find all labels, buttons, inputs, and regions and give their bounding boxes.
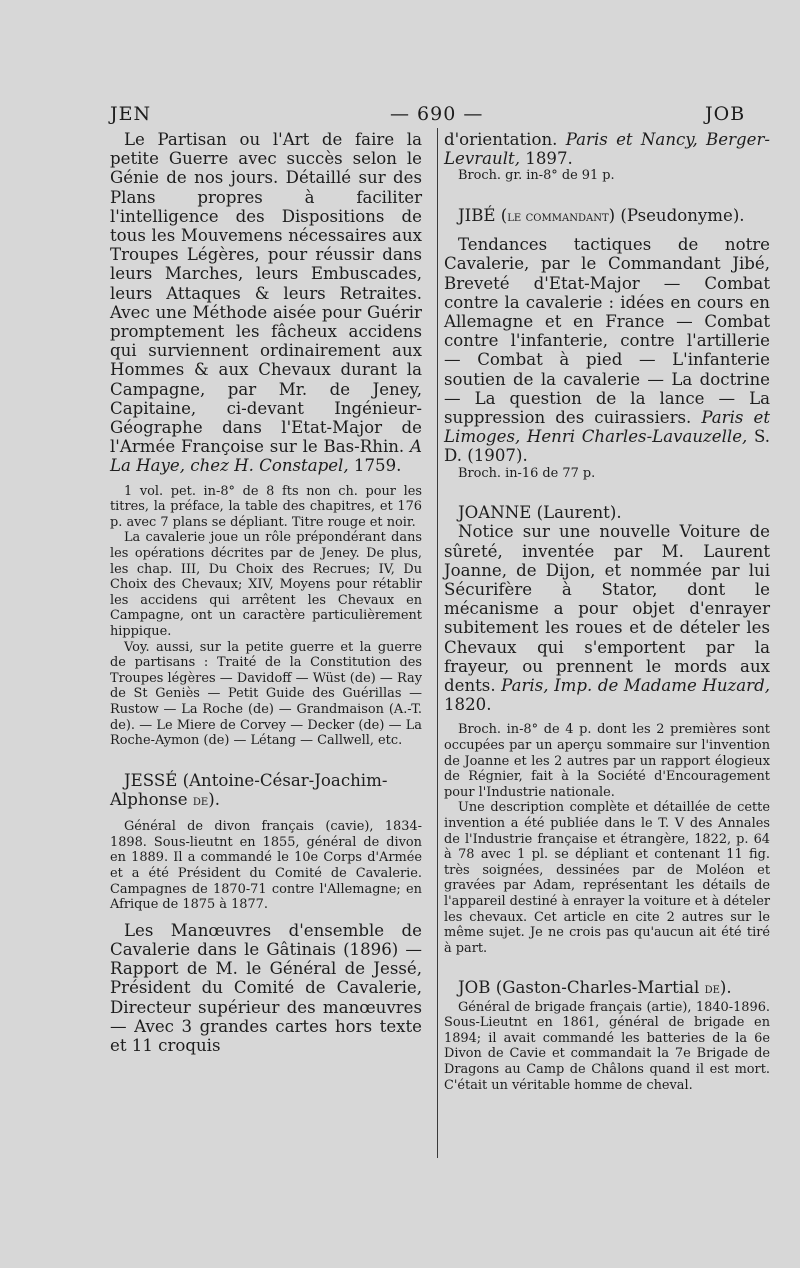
author-heading-joanne: JOANNE (Laurent). xyxy=(458,503,622,523)
author-bio-job: Général de brigade français (artie), 1840-1896. Sous-Lieutnt en 1861, général de brigade en 1894; il avait commandé les batteries de la 6e Divon de Cavie et commandait la 7e Brigade de Dragons au Camp de Châlons quand il est mort. C'était un véritable homme de cheval. xyxy=(444,999,770,1093)
entry-partisan-title: Le Partisan ou l'Art de faire la petite Guerre avec succès selon le Génie de nos jours. Détaillé sur des Plans propres à faciliter l'intelligence des Dispositions de tous les Mouvemens nécessaires aux Troupes Légères, pour réussir dans leurs Marches, leurs Embuscades, leurs Attaques & leurs Retraites. Avec une Méthode aisée pour Guérir promptement les fâcheux accidens qui surviennent ordinairement aux Hommes & aux Chevaux durant la Campagne, par Mr. de Jeney, Capitaine, ci-devant Ingénieur-Géographe dans l'Etat-Major de l'Armée Françoise sur le Bas-Rhin. A La Haye, chez H. Constapel, 1759. xyxy=(110,130,422,476)
header-right: JOB xyxy=(705,103,746,125)
entry-manoeuvres-title: Les Manœuvres d'ensemble de Cavalerie dans le Gâtinais (1896) — Rapport de M. le Général de Jessé, Président du Comité de Cavalerie, Directeur supérieur des manœuvres — Avec 3 grandes cartes hors texte et 11 croquis xyxy=(110,920,422,1055)
author-heading-jibe: JIBÉ (le commandant) (Pseudonyme). xyxy=(458,206,745,225)
entry-continuation-description: Broch. gr. in-8° de 91 p. xyxy=(458,168,615,184)
entry-notice-note: Une description complète et détaillée de cette invention a été publiée dans le T. V des Annales de l'Industrie française et étrangère, 1822, p. 64 à 78 avec 1 pl. se dépliant et contenant 11 fig. très soignées, dessinées par de Moléon et gravées par Adam, représentant les détails de l'appareil destiné à enrayer la voiture et à dételer les chevaux. Cet article en cite 2 autres sur le même sujet. Je ne crois pas qu'aucun ait été tiré à part. xyxy=(444,800,770,956)
entry-continuation: d'orientation. Paris et Nancy, Berger-Levrault, 1897. xyxy=(444,130,770,169)
page-number: — 690 — xyxy=(390,103,484,125)
right-column xyxy=(444,130,770,1093)
author-heading-job: JOB (Gaston-Charles-Martial de). xyxy=(458,978,732,998)
author-heading-jesse: JESSÉ (Antoine-César-Joachim-Alphonse de). xyxy=(110,770,388,809)
entry-partisan-note: La cavalerie joue un rôle prépondérant dans les opérations décrites par de Jeney. De plus, les chap. III, Du Choix des Recrues; IV, Du Choix des Chevaux; XIV, Moyens pour rétablir les accidens qui arrêtent les Chevaux en Campagne, ont un caractère particulièrement hippique. xyxy=(110,530,422,639)
author-bio-jesse: Général de divon français (cavie), 1834-1898. Sous-lieutnt en 1855, général de divon en 1889. Il a commandé le 10e Corps d'Armée et a été Président du Comité de Cavalerie. Campagnes de 1870-71 contre l'Allemagne; en Afrique de 1875 à 1877. xyxy=(110,819,422,913)
entry-partisan-see-also: Voy. aussi, sur la petite guerre et la guerre de partisans : Traité de la Constitution des Troupes légères — Davidoff — Wüst (de) — Ray de St Geniès — Petit Guide des Guérillas — Rustow — La Roche (de) — Grandmaison (A.-T. de). — Le Miere de Corvey — Decker (de) — La Roche-Aymon (de) — Létang — Callwell, etc. xyxy=(110,639,422,749)
entry-notice-title: Notice sur une nouvelle Voiture de sûreté, inventée par M. Laurent Joanne, de Dijon, et nommée par lui Sécurifère à Stator, dont le mécanisme a pour objet d'enrayer subitement les roues et de dételer les Chevaux qui s'emportent par la frayeur, ou prennent le mords aux dents. Paris, Imp. de Madame Huzard, 1820. xyxy=(444,522,770,715)
running-header xyxy=(0,103,800,133)
column-divider xyxy=(437,128,438,1158)
entry-partisan-description: 1 vol. pet. in-8° de 8 fts non ch. pour les titres, la préface, la table des chapitres, et 176 p. avec 7 plans se dépliant. Titre rouge et noir. xyxy=(110,483,422,530)
entry-tendances-title: Tendances tactiques de notre Cavalerie, par le Commandant Jibé, Breveté d'Etat-Major — Combat contre la cavalerie : idées en cours en Allemagne et en France — Combat contre l'infanterie, contre l'artillerie — Combat à pied — L'infanterie soutien de la cavalerie — La doctrine — La question de la lance — La suppression des cuirassiers. Paris et Limoges, Henri Charles-Lavauzelle, S. D. (1907). xyxy=(444,235,770,466)
header-left: JEN xyxy=(110,103,152,125)
entry-tendances-description: Broch. in-16 de 77 p. xyxy=(458,465,596,481)
entry-notice-description: Broch. in-8° de 4 p. dont les 2 premières sont occupées par un aperçu sommaire sur l'invention de Joanne et les 2 autres par un rapport élogieux de Régnier, fait à la Société d'Encouragement pour l'Industrie nationale. xyxy=(444,722,770,800)
left-column xyxy=(110,130,422,1055)
